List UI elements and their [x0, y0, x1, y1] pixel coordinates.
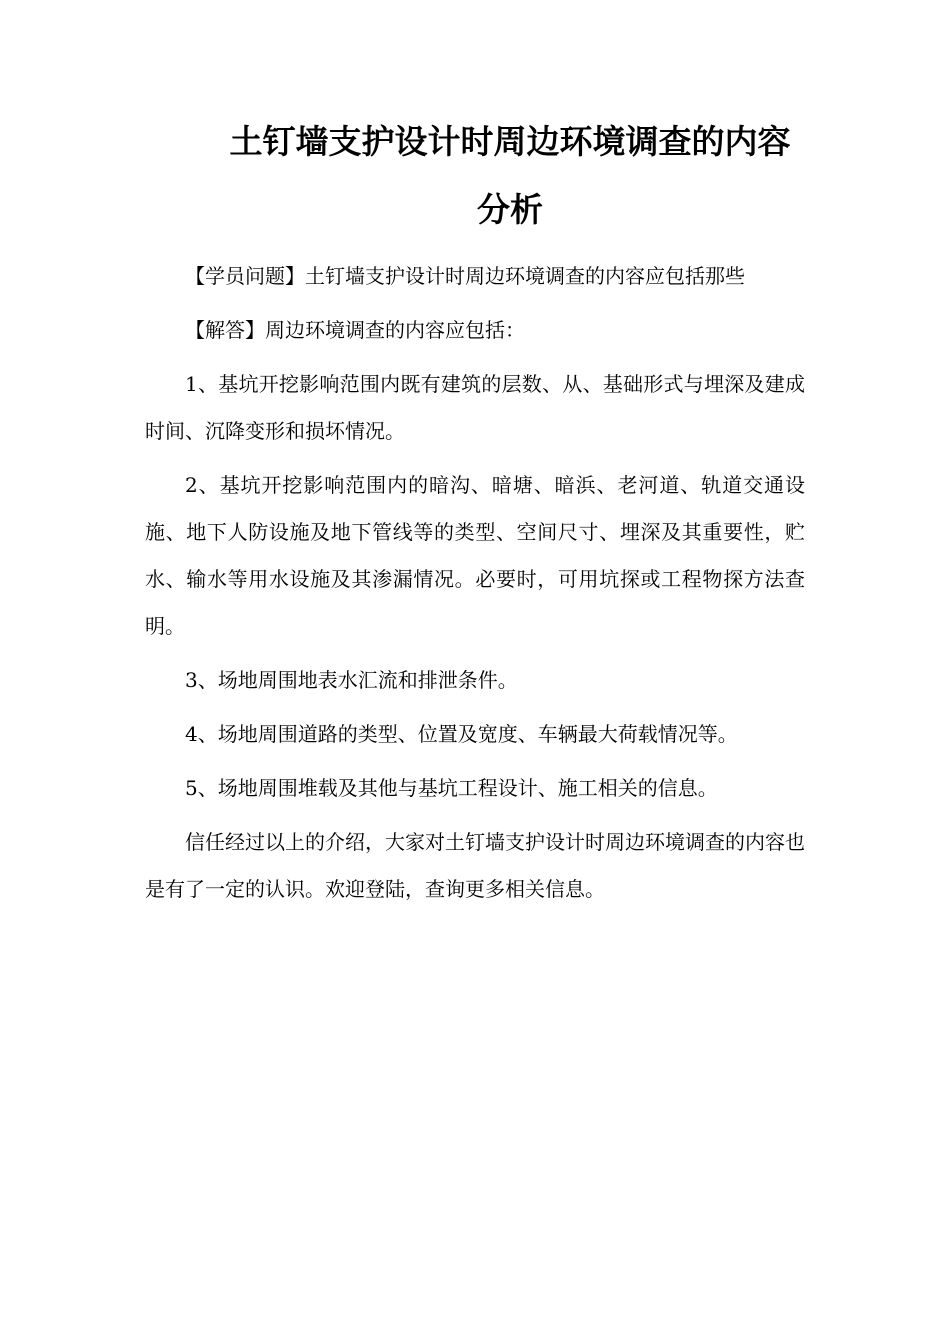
- question-paragraph: 【学员问题】土钉墙支护设计时周边环境调查的内容应包括那些: [185, 264, 745, 288]
- answer-intro-paragraph: 【解答】周边环境调查的内容应包括：: [185, 318, 525, 342]
- list-item-1: 1、基坑开挖影响范围内既有建筑的层数、从、基础形式与埋深及建成时间、沉降变形和损坏情况。: [145, 372, 805, 443]
- list-item-2: 2、基坑开挖影响范围内的暗沟、暗塘、暗浜、老河道、轨道交通设施、地下人防设施及地下管线等的类型、空间尺寸、埋深及其重要性，贮水、输水等用水设施及其渗漏情况。必要时，可用坑探或工程物探方法查明。: [145, 473, 805, 638]
- document-body: [145, 253, 805, 920]
- closing-paragraph: 信任经过以上的介绍，大家对土钉墙支护设计时周边环境调查的内容也是有了一定的认识。欢迎登陆，查询更多相关信息。: [145, 830, 805, 901]
- document-title-line-2: 分析: [477, 190, 543, 229]
- list-item-3: 3、场地周围地表水汇流和排泄条件。: [185, 668, 518, 692]
- list-item-5: 5、场地周围堆载及其他与基坑工程设计、施工相关的信息。: [185, 776, 718, 800]
- list-item-4: 4、场地周围道路的类型、位置及宽度、车辆最大荷载情况等。: [185, 722, 738, 746]
- document-title-line-1: 土钉墙支护设计时周边环境调查的内容: [229, 122, 791, 161]
